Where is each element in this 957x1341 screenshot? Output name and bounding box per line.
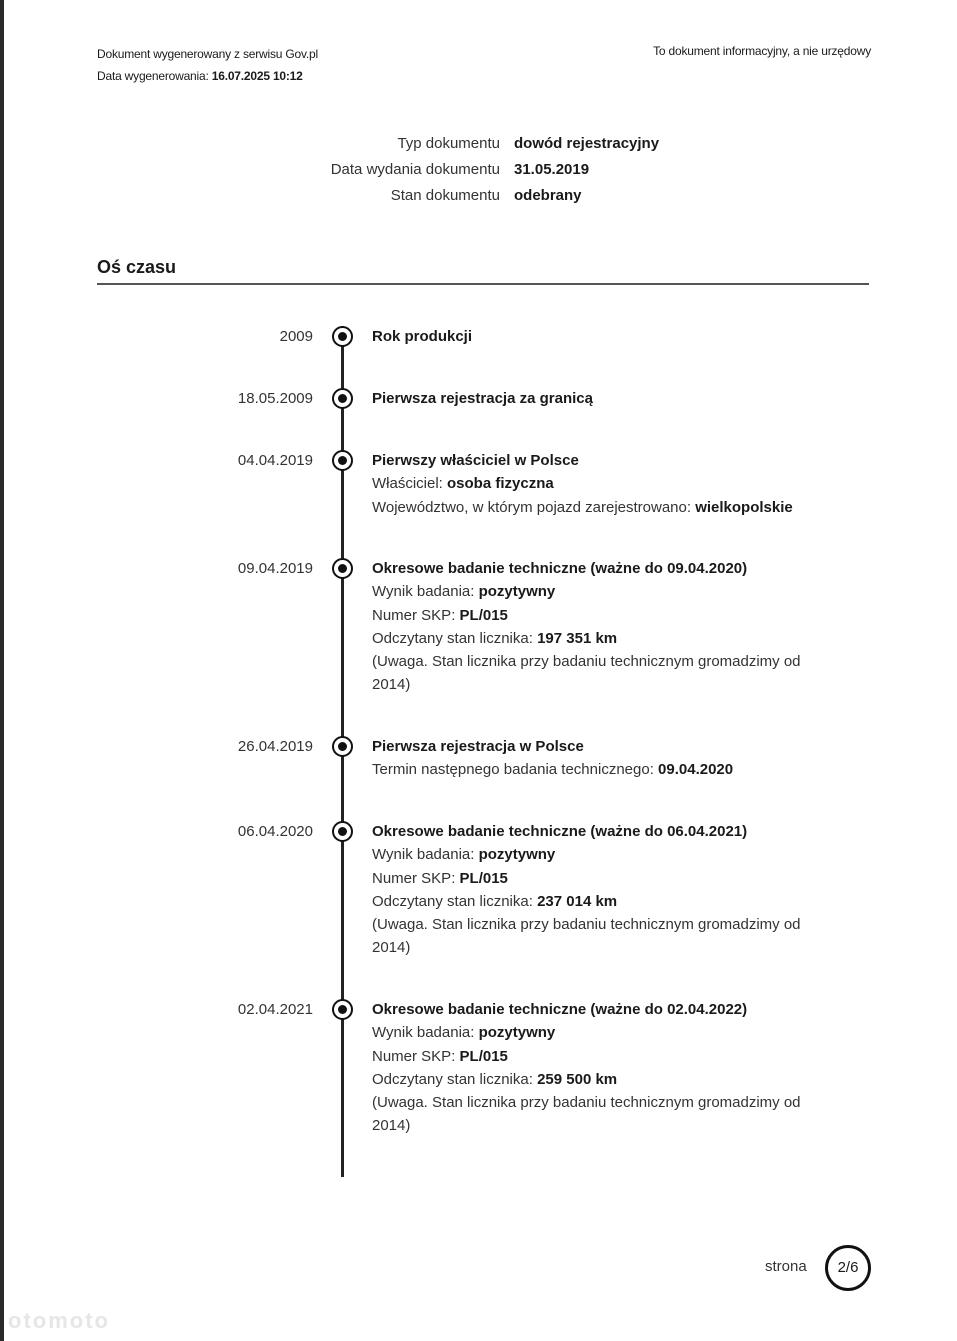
event-detail <box>372 843 832 866</box>
section-divider <box>97 283 869 285</box>
event-date: 26.04.2019 <box>237 738 313 755</box>
event-detail <box>372 1068 832 1091</box>
event-body <box>372 820 832 960</box>
meta-row-type <box>0 135 957 161</box>
event-title: Okresowe badanie techniczne (ważne do 02.04.2022) <box>372 1001 748 1018</box>
watermark-logo: otomoto <box>8 1308 110 1333</box>
event-title: Pierwsza rejestracja w Polsce <box>372 738 584 755</box>
detail-value: pozytywny <box>478 583 556 601</box>
timeline-dot-icon <box>332 821 353 842</box>
disclaimer: To dokument informacyjny, a nie urzędowy <box>653 44 871 58</box>
event-detail <box>372 580 832 603</box>
detail-value: osoba fizyczna <box>447 475 554 493</box>
event-detail <box>372 472 832 495</box>
event-body <box>372 557 832 697</box>
event-detail <box>372 867 832 890</box>
document-header-left <box>97 43 318 87</box>
event-date: 2009 <box>279 328 313 345</box>
generated-date-label: Data wygenerowania: <box>97 69 209 83</box>
event-date: 02.04.2021 <box>237 1001 313 1018</box>
timeline-dot-icon <box>332 558 353 579</box>
detail-label: Wynik badania: <box>372 583 475 601</box>
detail-label: Odczytany stan licznika: <box>372 629 533 647</box>
page-number-badge: 2/6 <box>825 1245 871 1291</box>
detail-value: PL/015 <box>459 606 508 624</box>
event-detail <box>372 496 832 519</box>
detail-value: PL/015 <box>459 1047 508 1065</box>
odometer-note: (Uwaga. Stan licznika przy badaniu technicznym gromadzimy od 2014) <box>372 653 801 694</box>
event-body <box>372 387 832 410</box>
detail-label: Odczytany stan licznika: <box>372 1070 533 1088</box>
event-body <box>372 735 832 782</box>
detail-value: pozytywny <box>478 846 556 864</box>
meta-row-status <box>0 187 957 213</box>
event-date: 06.04.2020 <box>237 823 313 840</box>
detail-label: Odczytany stan licznika: <box>372 892 533 910</box>
detail-label: Termin następnego badania technicznego: <box>372 761 654 779</box>
detail-label: Wynik badania: <box>372 1024 475 1042</box>
timeline-dot-icon <box>332 999 353 1020</box>
source-text: Dokument wygenerowany z serwisu Gov.pl <box>97 47 318 61</box>
event-date: 04.04.2019 <box>237 452 313 469</box>
timeline-dot-icon <box>332 388 353 409</box>
generated-date-row <box>97 65 318 87</box>
event-title: Pierwszy właściciel w Polsce <box>372 452 579 469</box>
event-title: Pierwsza rejestracja za granicą <box>372 390 593 407</box>
meta-label: Data wydania dokumentu <box>330 161 500 178</box>
timeline-dot-icon <box>332 326 353 347</box>
detail-label: Wynik badania: <box>372 846 475 864</box>
detail-value: 237 014 km <box>537 892 618 910</box>
event-title: Okresowe badanie techniczne (ważne do 09.04.2020) <box>372 560 748 577</box>
meta-row-issue-date <box>0 161 957 187</box>
generated-date-value: 16.07.2025 10:12 <box>211 69 303 83</box>
event-body <box>372 449 832 519</box>
page-label: strona <box>765 1258 807 1275</box>
event-body <box>372 325 832 348</box>
detail-value: PL/015 <box>459 869 508 887</box>
detail-label: Właściciel: <box>372 475 443 493</box>
detail-value: wielkopolskie <box>695 498 793 516</box>
event-detail <box>372 1045 832 1068</box>
detail-label: Numer SKP: <box>372 869 456 887</box>
event-detail <box>372 890 832 913</box>
event-date: 09.04.2019 <box>237 560 313 577</box>
event-detail <box>372 1021 832 1044</box>
event-detail <box>372 627 832 650</box>
meta-label: Typ dokumentu <box>397 135 500 152</box>
detail-label: Numer SKP: <box>372 606 456 624</box>
event-title: Rok produkcji <box>372 328 473 345</box>
detail-value: pozytywny <box>478 1024 556 1042</box>
meta-value: 31.05.2019 <box>514 161 590 178</box>
meta-value: dowód rejestracyjny <box>514 135 660 152</box>
event-title: Okresowe badanie techniczne (ważne do 06.04.2021) <box>372 823 748 840</box>
detail-value: 09.04.2020 <box>658 761 734 779</box>
odometer-note: (Uwaga. Stan licznika przy badaniu technicznym gromadzimy od 2014) <box>372 916 801 957</box>
timeline-title: Oś czasu <box>97 257 177 277</box>
event-detail <box>372 758 832 781</box>
detail-label: Numer SKP: <box>372 1047 456 1065</box>
meta-value: odebrany <box>514 187 582 204</box>
timeline-dot-icon <box>332 736 353 757</box>
detail-value: 259 500 km <box>537 1070 618 1088</box>
detail-label: Województwo, w którym pojazd zarejestrowano: <box>372 498 692 516</box>
meta-label: Stan dokumentu <box>390 187 500 204</box>
event-date: 18.05.2009 <box>237 390 313 407</box>
odometer-note: (Uwaga. Stan licznika przy badaniu technicznym gromadzimy od 2014) <box>372 1094 801 1135</box>
timeline-dot-icon <box>332 450 353 471</box>
event-body <box>372 998 832 1138</box>
event-detail <box>372 604 832 627</box>
detail-value: 197 351 km <box>537 629 618 647</box>
